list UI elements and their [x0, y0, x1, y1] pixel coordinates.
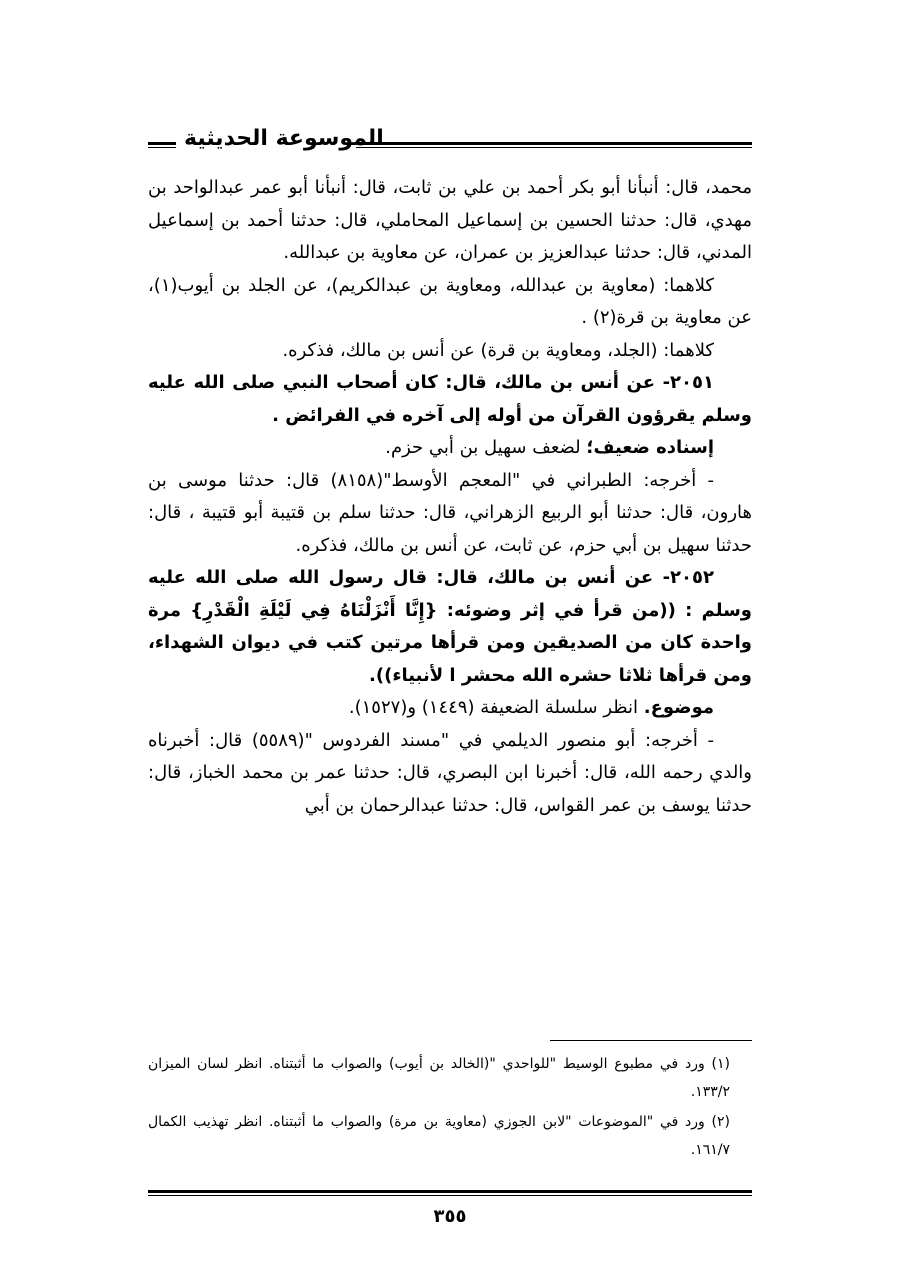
footnote-separator [550, 1040, 752, 1041]
grade-2052 [148, 692, 752, 725]
page-number: ٣٥٥ [433, 1206, 467, 1227]
takhrij-2052: - أخرجه: أبو منصور الديلمي في "مسند الفردوس "(٥٥٨٩) قال: أخبرناه والدي رحمه الله، قال: أخبرنا ابن البصري، قال: حدثنا عمر بن محمد الخباز، قال: حدثنا يوسف بن عمر القواس، قال: حدثنا عبدالرحمان بن أبي [148, 729, 752, 816]
grade-text: لضعف سهيل بن أبي حزم. [385, 437, 587, 458]
grade-label: إسناده ضعيف؛ [586, 437, 714, 458]
header-title: الموسوعة الحديثية [184, 126, 384, 151]
footer-rule [148, 1190, 752, 1196]
footnote-1: (١) ورد في مطبوع الوسيط "للواحدي "(الخالد بن أيوب) والصواب ما أثبتناه. انظر لسان الميزان ١٣٣/٢. [148, 1056, 730, 1100]
main-text [148, 172, 752, 822]
paragraph-chain-1: محمد، قال: أنبأنا أبو بكر أحمد بن علي بن ثابت، قال: أنبأنا أبو عمر عبدالواحد بن مهدي، قال: حدثنا الحسين بن إسماعيل المحاملي، قال: حدثنا أحمد بن إسماعيل المدني، قال: حدثنا عبدالعزيز بن عمران، عن معاوية بن عبدالله. [148, 177, 752, 263]
running-header [148, 126, 752, 166]
grade-2051 [148, 432, 752, 465]
header-rule [356, 142, 752, 148]
paragraph-chain-3: كلاهما: (الجلد، ومعاوية بن قرة) عن أنس بن مالك، فذكره. [282, 339, 714, 361]
hadith-2052: ٢٠٥٢- عن أنس بن مالك، قال: قال رسول الله صلى الله عليه وسلم : ((من قرأ في إثر وضوئه: {إِنَّا أَنْزَلْنَاهُ فِي لَيْلَةِ الْقَدْرِ} مرة واحدة كان من الصديقين ومن قرأها مرتين كتب في ديوان الشهداء، ومن قرأها ثلاثا حشره الله محشر ا لأنبياء)). [148, 567, 752, 686]
grade-text: انظر سلسلة الضعيفة (١٤٤٩) و(١٥٢٧). [348, 697, 644, 718]
grade-label: موضوع. [643, 697, 714, 718]
paragraph-chain-2: كلاهما: (معاوية بن عبدالله، ومعاوية بن عبدالكريم)، عن الجلد بن أيوب(١)، عن معاوية بن قرة(٢) . [148, 274, 752, 328]
takhrij-2051: - أخرجه: الطبراني في "المعجم الأوسط"(٨١٥٨) قال: حدثنا موسى بن هارون، قال: حدثنا أبو الربيع الزهراني، قال: حدثنا سلم بن قتيبة أبو قتيبة ، قال: حدثنا سهيل بن أبي حزم، عن ثابت، عن أنس بن مالك، فذكره. [148, 469, 752, 556]
hadith-2051: ٢٠٥١- عن أنس بن مالك، قال: كان أصحاب النبي صلى الله عليه وسلم يقرؤون القرآن من أوله إلى آخره في الفرائض . [148, 372, 752, 426]
header-rule-short [148, 142, 176, 148]
footnote-2: (٢) ورد في "الموضوعات "لابن الجوزي (معاوية بن مرة) والصواب ما أثبتناه. انظر تهذيب الكمال ١٦١/٧. [148, 1114, 730, 1158]
footnotes [148, 1050, 752, 1166]
